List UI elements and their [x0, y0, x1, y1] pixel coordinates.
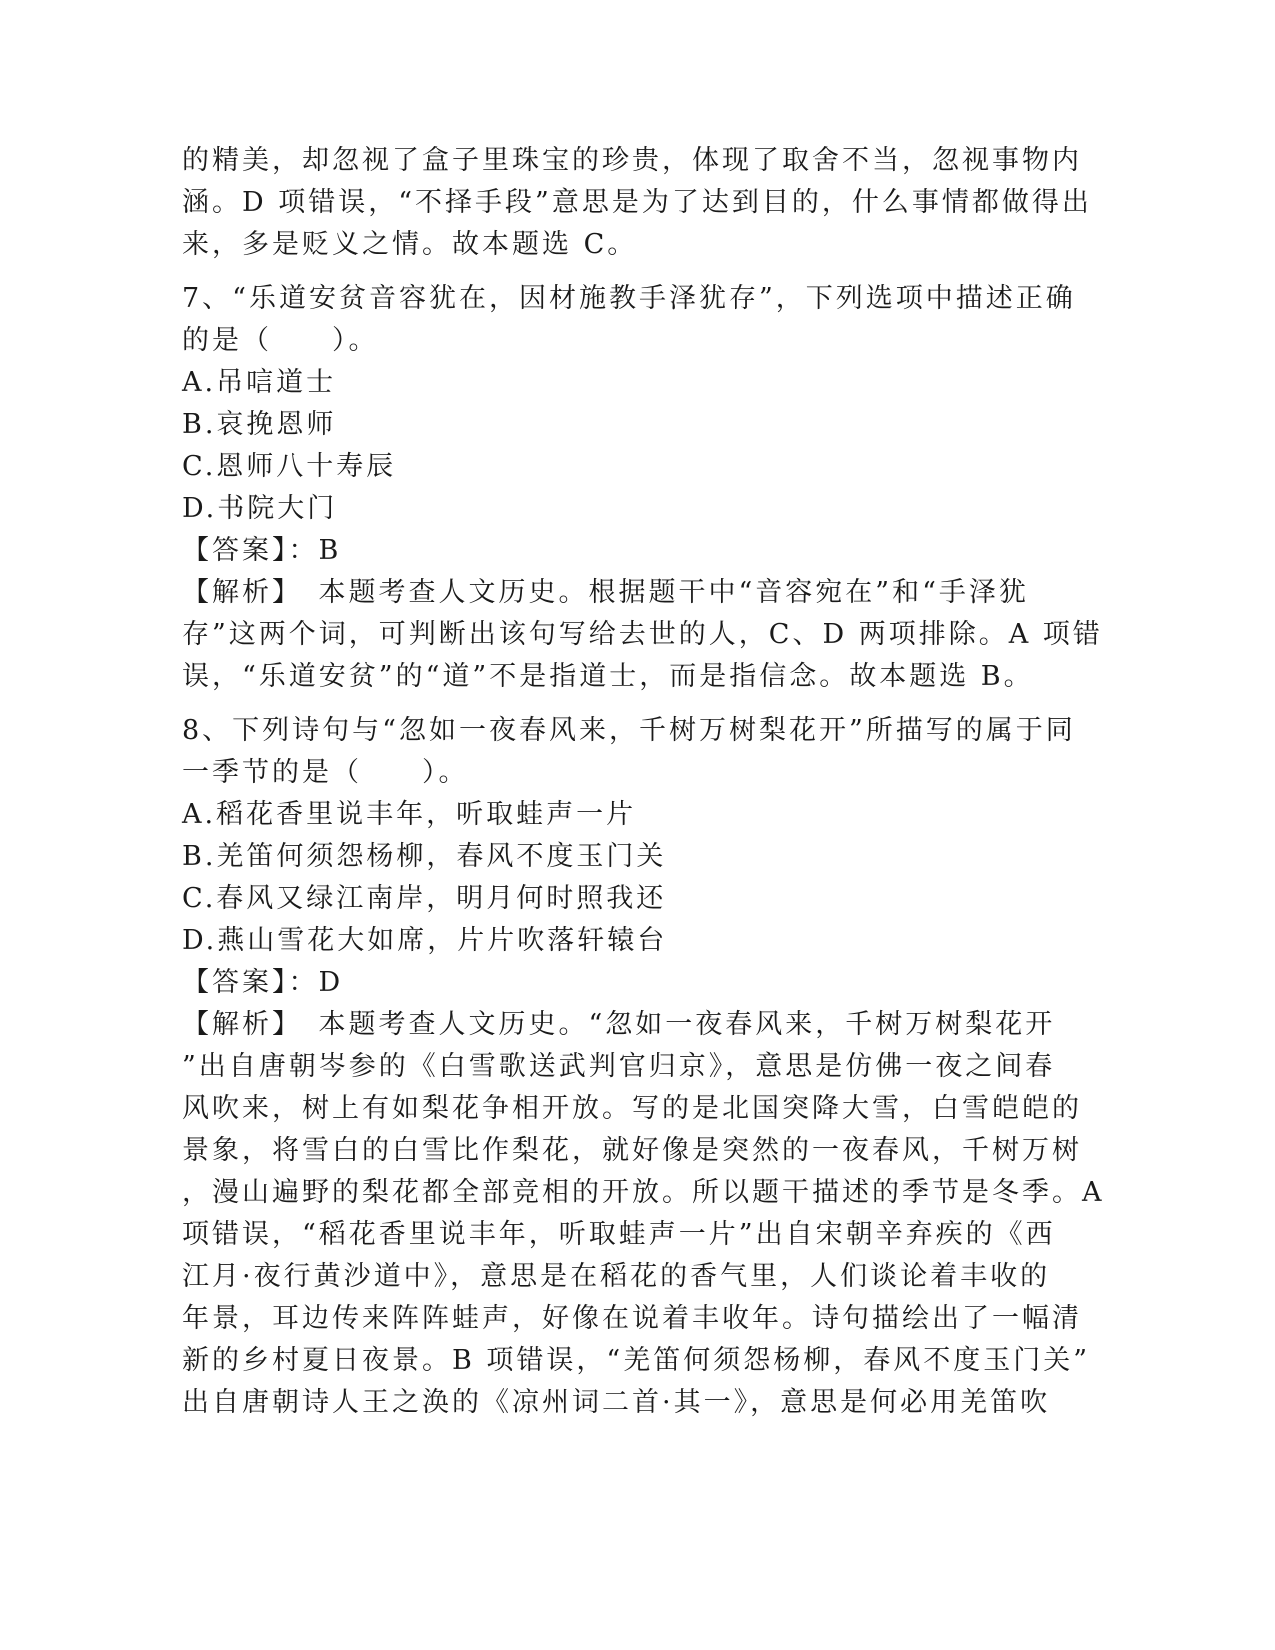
text-line: ，漫山遍野的梨花都全部竞相的开放。所以题干描述的季节是冬季。A — [182, 1177, 1105, 1208]
text-line: 出自唐朝诗人王之涣的《凉州词二首·其一》，意思是何必用羌笛吹 — [182, 1387, 1051, 1418]
option-c: C.春风又绿江南岸，明月何时照我还 — [182, 883, 667, 914]
text-line: 一季节的是（ ）。 — [182, 757, 469, 788]
option-a: A.稻花香里说丰年，听取蛙声一片 — [182, 799, 637, 830]
previous-analysis-continuation — [182, 140, 1092, 266]
text-line: 【解析】 本题考查人文历史。“忽如一夜春风来，千树万树梨花开 — [182, 1009, 1056, 1040]
text-line: 【解析】 本题考查人文历史。根据题干中“音容宛在”和“手泽犹 — [182, 577, 1029, 608]
text-line: 8、下列诗句与“忽如一夜春风来，千树万树梨花开”所描写的属于同 — [182, 715, 1076, 746]
question-8 — [182, 710, 1105, 1424]
question-7 — [182, 278, 1103, 698]
text-line: 风吹来，树上有如梨花争相开放。写的是北国突降大雪，白雪皑皑的 — [182, 1093, 1082, 1124]
text-line: 的精美，却忽视了盒子里珠宝的珍贵，体现了取舍不当，忽视事物内 — [182, 145, 1082, 176]
document-page — [182, 140, 1105, 1424]
question-stem — [182, 278, 1082, 362]
analysis-block — [182, 1004, 1105, 1424]
text-line: 来，多是贬义之情。故本题选 C。 — [182, 229, 638, 260]
answer-line: 【答案】：B — [182, 535, 342, 566]
text-line: 的是（ ）。 — [182, 325, 379, 356]
text-line: ”出自唐朝岑参的《白雪歌送武判官归京》，意思是仿佛一夜之间春 — [182, 1051, 1056, 1082]
analysis-block — [182, 572, 1103, 698]
text-line: 年景，耳边传来阵阵蛙声，好像在说着丰收年。诗句描绘出了一幅清 — [182, 1303, 1082, 1334]
text-line: 涵。D 项错误，“不择手段”意思是为了达到目的，什么事情都做得出 — [182, 187, 1092, 218]
text-line: 7、“乐道安贫音容犹在，因材施教手泽犹存”，下列选项中描述正确 — [182, 283, 1076, 314]
option-list — [182, 794, 1082, 962]
text-line: 存”这两个词，可判断出该句写给去世的人，C、D 两项排除。A 项错 — [182, 619, 1103, 650]
option-d: D.燕山雪花大如席，片片吹落轩辕台 — [182, 925, 668, 956]
text-line: 项错误，“稻花香里说丰年，听取蛙声一片”出自宋朝辛弃疾的《西 — [182, 1219, 1056, 1250]
text-line: 误，“乐道安贫”的“道”不是指道士，而是指信念。故本题选 B。 — [182, 661, 1034, 692]
option-d: D.书院大门 — [182, 493, 338, 524]
option-c: C.恩师八十寿辰 — [182, 451, 397, 482]
answer-line: 【答案】：D — [182, 967, 344, 998]
text-line: 江月·夜行黄沙道中》，意思是在稻花的香气里，人们谈论着丰收的 — [182, 1261, 1051, 1292]
option-b: B.哀挽恩师 — [182, 409, 337, 440]
option-a: A.吊唁道士 — [182, 367, 337, 398]
option-list — [182, 362, 1082, 530]
text-line: 新的乡村夏日夜景。B 项错误，“羌笛何须怨杨柳，春风不度玉门关” — [182, 1345, 1091, 1376]
option-b: B.羌笛何须怨杨柳，春风不度玉门关 — [182, 841, 667, 872]
question-stem — [182, 710, 1082, 794]
text-line: 景象，将雪白的白雪比作梨花，就好像是突然的一夜春风，千树万树 — [182, 1135, 1082, 1166]
